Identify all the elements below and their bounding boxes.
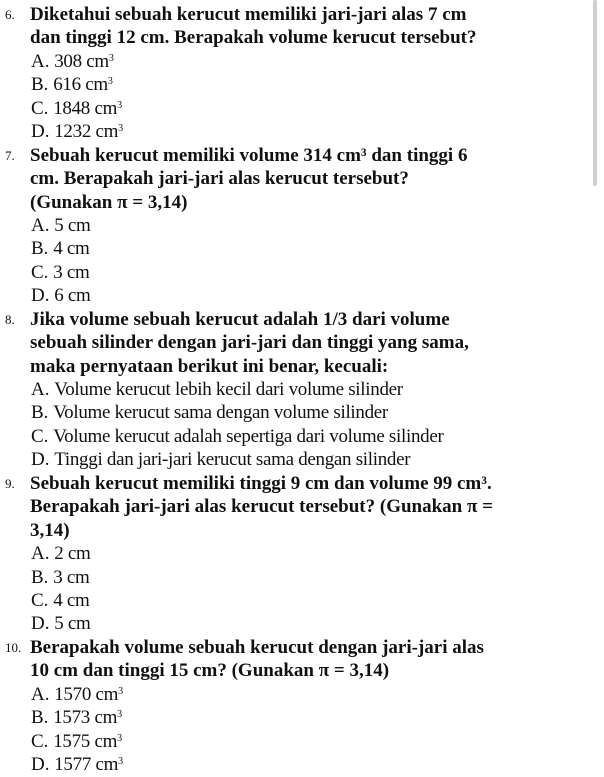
question-line: (Gunakan π = 3,14) — [30, 191, 188, 213]
option-value: 1848 cm — [53, 97, 118, 119]
answer-option[interactable] — [0, 214, 590, 237]
answer-option[interactable] — [0, 730, 590, 753]
answer-option[interactable] — [0, 542, 590, 565]
question-number: 8. — [5, 311, 15, 327]
option-label: B. — [31, 402, 49, 424]
question-text-continued — [0, 355, 590, 378]
option-exponent: 3 — [108, 52, 114, 64]
option-value: 1570 cm — [54, 683, 119, 705]
option-value: 3 cm — [53, 566, 90, 588]
option-value: 1232 cm — [54, 121, 119, 143]
question-text — [0, 308, 590, 331]
question-line: Jika volume sebuah kerucut adalah 1/3 dari volume — [30, 308, 450, 330]
option-exponent: 3 — [118, 123, 124, 135]
option-label: A. — [31, 50, 50, 72]
question-text — [0, 144, 590, 167]
option-label: D. — [31, 449, 50, 471]
question-line: maka pernyataan berikut ini benar, kecuali: — [30, 355, 389, 377]
answer-option[interactable] — [0, 378, 590, 401]
question-line: Sebuah kerucut memiliki volume 314 cm³ dan tinggi 6 — [30, 144, 468, 166]
option-value: 5 cm — [54, 613, 91, 635]
answer-option[interactable] — [0, 753, 590, 776]
question-text — [0, 3, 590, 26]
question-line: cm. Berapakah jari-jari alas kerucut tersebut? — [30, 168, 409, 190]
answer-option[interactable] — [0, 73, 590, 96]
answer-option[interactable] — [0, 425, 590, 448]
option-label: B. — [31, 238, 49, 260]
answer-option[interactable] — [0, 706, 590, 729]
question-line: sebuah silinder dengan jari-jari dan tinggi yang sama, — [30, 332, 469, 354]
option-value: 2 cm — [54, 543, 91, 565]
question-line: dan tinggi 12 cm. Berapakah volume kerucut tersebut? — [30, 27, 477, 49]
option-label: D. — [31, 285, 50, 307]
option-value: 308 cm — [54, 50, 109, 72]
option-label: A. — [31, 214, 50, 236]
option-label: B. — [31, 566, 49, 588]
option-label: D. — [31, 754, 50, 775]
question-text-continued — [0, 167, 590, 190]
option-exponent: 3 — [117, 709, 123, 721]
question-line: 3,14) — [30, 519, 70, 541]
option-label: D. — [31, 613, 50, 635]
question-text-continued — [0, 191, 590, 214]
option-value: 4 cm — [53, 589, 90, 611]
answer-option[interactable] — [0, 261, 590, 284]
option-label: C. — [31, 730, 49, 752]
option-exponent: 3 — [118, 685, 124, 697]
question-text-continued — [0, 331, 590, 354]
question-line: Sebuah kerucut memiliki tinggi 9 cm dan volume 99 cm³. — [30, 472, 492, 494]
option-label: C. — [31, 425, 49, 447]
option-label: B. — [31, 707, 49, 729]
question-text — [0, 472, 590, 495]
question-text-continued — [0, 519, 590, 542]
option-label: A. — [31, 543, 50, 565]
question-number: 6. — [5, 7, 15, 22]
answer-option[interactable] — [0, 589, 590, 612]
option-value: 1575 cm — [53, 730, 118, 752]
option-value: 3 cm — [53, 261, 90, 283]
answer-option[interactable] — [0, 50, 590, 73]
option-exponent: 3 — [117, 732, 123, 744]
option-value: 6 cm — [54, 285, 91, 307]
answer-option[interactable] — [0, 401, 590, 424]
answer-option[interactable] — [0, 683, 590, 706]
option-exponent: 3 — [118, 756, 124, 767]
option-value: 1577 cm — [54, 754, 119, 775]
option-value: Volume kerucut lebih kecil dari volume silinder — [54, 379, 403, 400]
question-text-continued — [0, 659, 590, 682]
answer-option[interactable] — [0, 237, 590, 260]
question-line: 10 cm dan tinggi 15 cm? (Gunakan π = 3,14) — [30, 660, 390, 682]
option-value: 4 cm — [53, 238, 90, 260]
answer-option[interactable] — [0, 566, 590, 589]
answer-option[interactable] — [0, 97, 590, 120]
question-document — [0, 3, 590, 776]
question-line: Berapakah jari-jari alas kerucut tersebut? (Gunakan π = — [30, 496, 493, 518]
question-text-continued — [0, 26, 590, 49]
answer-option[interactable] — [0, 612, 590, 635]
option-label: A. — [31, 379, 50, 400]
option-value: 1573 cm — [53, 707, 118, 729]
option-value: 616 cm — [53, 74, 108, 96]
question-number: 9. — [5, 475, 15, 491]
answer-option[interactable] — [0, 120, 590, 143]
option-exponent: 3 — [107, 76, 113, 88]
option-label: A. — [31, 683, 50, 705]
option-label: C. — [31, 589, 49, 611]
question-text-continued — [0, 495, 590, 518]
option-label: C. — [31, 261, 49, 283]
question-number: 10. — [5, 639, 22, 655]
question-number: 7. — [5, 147, 15, 163]
option-label: D. — [31, 121, 50, 143]
question-line: Berapakah volume sebuah kerucut dengan jari-jari alas — [30, 636, 484, 658]
option-value: Volume kerucut adalah sepertiga dari volume silinder — [53, 425, 444, 447]
option-value: Volume kerucut sama dengan volume silinder — [53, 402, 388, 424]
option-value: 5 cm — [54, 214, 91, 236]
option-label: B. — [31, 74, 49, 96]
question-line: Diketahui sebuah kerucut memiliki jari-jari alas 7 cm — [30, 4, 467, 25]
answer-option[interactable] — [0, 284, 590, 307]
option-exponent: 3 — [117, 99, 123, 111]
question-text — [0, 636, 590, 659]
option-value: Tinggi dan jari-jari kerucut sama dengan silinder — [54, 449, 411, 471]
scrollbar[interactable] — [593, 0, 597, 186]
answer-option[interactable] — [0, 448, 590, 471]
option-label: C. — [31, 97, 49, 119]
